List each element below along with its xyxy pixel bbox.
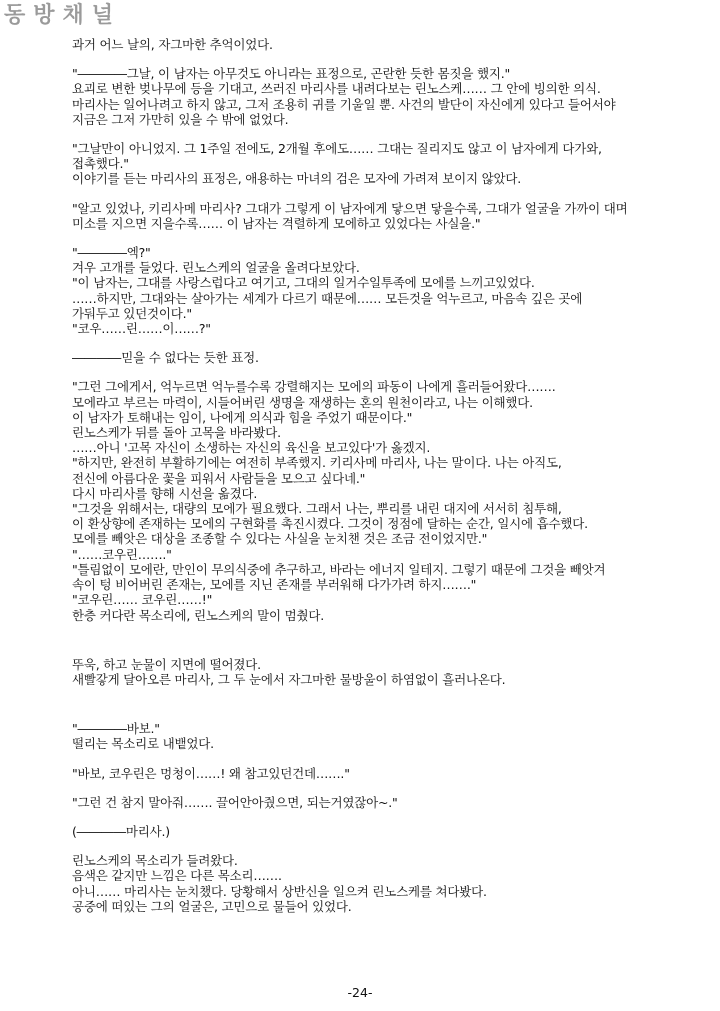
paragraph: [72, 141, 672, 187]
text-line: ……하지만, 그대와는 살아가는 세계가 다르기 때문에…… 모든것을 억누르고, 마음속 깊은 곳에: [72, 290, 583, 306]
text-line: "――――바보.": [72, 721, 160, 737]
text-line: 겨우 고개를 들었다. 린노스케의 얼굴을 올려다보았다.: [72, 260, 360, 276]
text-line: 아니…… 마리사는 눈치챘다. 당황해서 상반신을 일으켜 린노스케를 쳐다봤다.: [72, 883, 487, 899]
paragraph: [72, 245, 672, 336]
text-line: "하지만, 완전히 부활하기에는 여전히 부족했지. 키리사메 마리사, 나는 말이다. 나는 아직도,: [72, 455, 562, 471]
text-line: 접촉했다.": [72, 156, 129, 172]
paragraph: [72, 379, 672, 622]
text-line: ……아니 '고목 자신이 소생하는 자신의 육신을 보고있다'가 옳겠지.: [72, 440, 431, 456]
paragraph: [72, 853, 672, 914]
text-line: 속이 텅 비어버린 존재는, 모에를 지닌 존재를 부러워해 다가가려 하지…….": [72, 577, 477, 593]
text-line: 다시 마리사를 향해 시선을 옮겼다.: [72, 485, 258, 501]
page-number: -24-: [347, 985, 373, 1000]
text-line: "그날만이 아니었지. 그 1주일 전에도, 2개월 후에도…… 그대는 질리지도 않고 이 남자에게 다가와,: [72, 141, 602, 157]
text-line: 공중에 떠있는 그의 얼굴은, 고민으로 물들어 있었다.: [72, 898, 352, 914]
text-line: "이 남자는, 그대를 사랑스럽다고 여기고, 그대의 일거수일투족에 모에를 느끼고있었다.: [72, 275, 535, 291]
text-line: 요괴로 변한 벚나무에 등을 기대고, 쓰러진 마리사를 내려다보는 린노스케…… 그 안에 빙의한 의식.: [72, 81, 601, 97]
text-line: "그런 건 참지 말아줘……. 끌어안아줬으면, 되는거였잖아~.": [72, 794, 398, 810]
paragraph: [72, 795, 672, 810]
text-line: 음색은 같지만 느낌은 다른 목소리…….: [72, 868, 282, 884]
text-line: (――――마리사.): [72, 823, 170, 839]
text-line: 한층 커다란 목소리에, 린노스케의 말이 멈췄다.: [72, 607, 325, 623]
paragraph: [72, 350, 672, 365]
text-line: "바보, 코우린은 멍청이……! 왜 참고있던건데…….": [72, 765, 350, 781]
text-line: "코우……린……이……?": [72, 321, 211, 337]
document-body: [72, 37, 672, 928]
text-line: "――――엑?": [72, 245, 151, 261]
text-line: 이 남자가 토해내는 임이, 나에게 의식과 힘을 주었기 때문이다.": [72, 409, 413, 425]
paragraph: [72, 766, 672, 781]
paragraph: [72, 66, 672, 127]
text-line: 지금은 그저 가만히 있을 수 밖에 없었다.: [72, 111, 289, 127]
text-line: "그런 그에게서, 억누르면 억누를수록 강렬해지는 모에의 파동이 나에게 흘러들어왔다…….: [72, 379, 556, 395]
text-line: 떨리는 목소리로 내뱉었다.: [72, 736, 214, 752]
text-line: 모에라고 부르는 마력이, 시들어버린 생명을 재생하는 혼의 원천이라고, 나는 이해했다.: [72, 394, 533, 410]
paragraph: [72, 37, 672, 52]
text-line: 린노스케의 목소리가 들려왔다.: [72, 853, 238, 869]
watermark-logo: 동방채널: [4, 3, 122, 28]
text-line: 이야기를 듣는 마리사의 표정은, 애용하는 마녀의 검은 모자에 가려져 보이지 않았다.: [72, 171, 522, 187]
text-line: "……코우린…….": [72, 546, 172, 562]
text-line: 새빨갛게 달아오른 마리사, 그 두 눈에서 자그마한 물방울이 하염없이 흘러나온다.: [72, 671, 506, 687]
text-line: 이 환상향에 존재하는 모에의 구현화를 촉진시켰다. 그것이 정점에 달하는 순간, 일시에 흡수했다.: [72, 516, 588, 532]
text-line: 모에를 빼앗은 대상을 조종할 수 있다는 사실을 눈치챈 것은 조금 전이었지만.": [72, 531, 488, 547]
text-line: "알고 있었나, 키리사메 마리사? 그대가 그렇게 이 남자에게 닿으면 닿을수록, 그대가 얼굴을 가까이 대며: [72, 200, 628, 216]
text-line: "틀림없이 모에란, 만인이 무의식중에 추구하고, 바라는 에너지 일테지. 그렇기 때문에 그것을 빼앗겨: [72, 561, 606, 577]
text-line: "코우린…… 코우린……!": [72, 592, 213, 608]
text-line: "――――그날, 이 남자는 아무것도 아니라는 표정으로, 곤란한 듯한 몸짓을 했지.": [72, 66, 511, 82]
paragraph: [72, 657, 672, 687]
paragraph: [72, 201, 672, 231]
text-line: 과거 어느 날의, 자그마한 추억이었다.: [72, 37, 273, 52]
paragraph: [72, 824, 672, 839]
text-line: 린노스케가 뒤를 돌아 고목을 바라봤다.: [72, 425, 281, 441]
text-line: 가둬두고 있던것이다.": [72, 305, 192, 321]
text-line: 마리사는 일어나려고 하지 않고, 그저 조용히 귀를 기울일 뿐. 사건의 발단이 자신에게 있다고 들어서야: [72, 96, 616, 112]
text-line: "그것을 위해서는, 대량의 모에가 필요했다. 그래서 나는, 뿌리를 내린 대지에 서서히 침투해,: [72, 501, 562, 517]
paragraph: [72, 721, 672, 751]
text-line: 미소를 지으면 지을수록…… 이 남자는 격렬하게 모에하고 있었다는 사실을.": [72, 215, 481, 231]
text-line: ――――믿을 수 없다는 듯한 표정.: [72, 350, 259, 366]
text-line: 뚜욱, 하고 눈물이 지면에 떨어졌다.: [72, 656, 261, 672]
text-line: 전신에 아름다운 꽃을 피워서 사람들을 모으고 싶다네.": [72, 470, 366, 486]
